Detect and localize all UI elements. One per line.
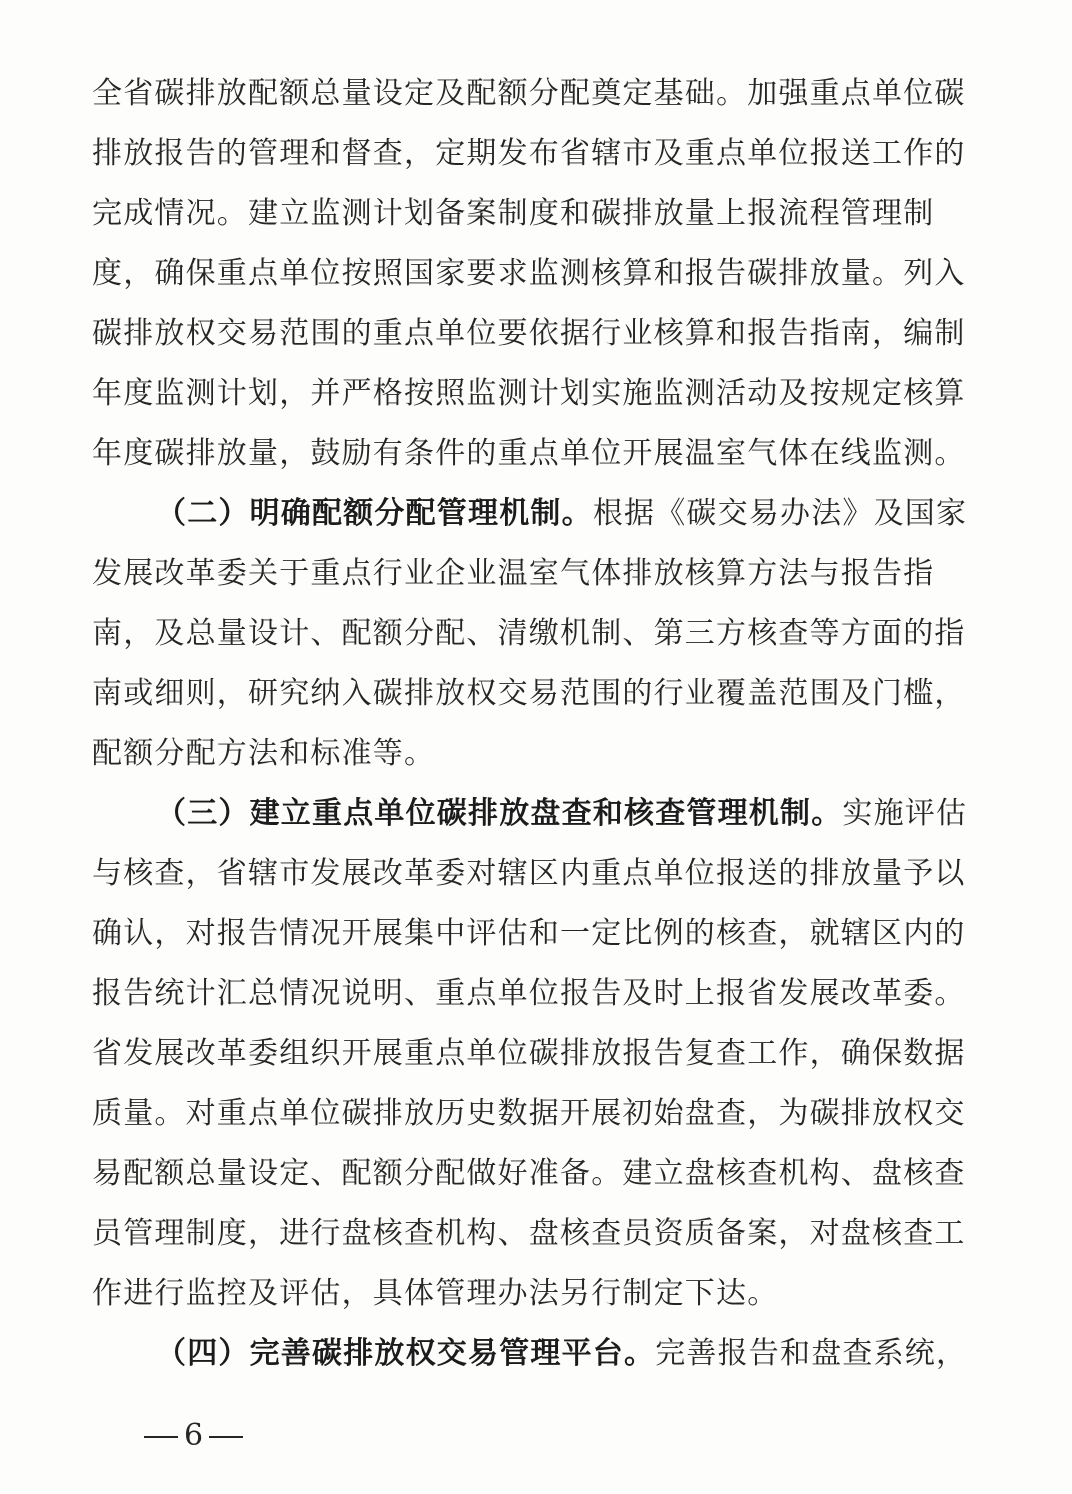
body-line: 员管理制度，进行盘核查机构、盘核查员资质备案，对盘核查工: [92, 1216, 966, 1251]
section-2-first-line: [92, 484, 1012, 544]
body-line: 作进行监控及评估，具体管理办法另行制定下达。: [92, 1276, 779, 1311]
body-line: 年度监测计划，并严格按照监测计划实施监测活动及按规定核算: [92, 376, 966, 411]
body-line: 完成情况。建立监测计划备案制度和碳排放量上报流程管理制: [92, 196, 935, 231]
section-3-text: 实施评估: [842, 796, 968, 831]
body-line: 南，及总量设计、配额分配、清缴机制、第三方核查等方面的指: [92, 616, 966, 651]
section-2-text: 根据《碳交易办法》及国家: [592, 496, 968, 531]
body-line: 省发展改革委组织开展重点单位碳排放报告复查工作，确保数据: [92, 1036, 966, 1071]
document-body: [92, 64, 1012, 1384]
body-line: 碳排放权交易范围的重点单位要依据行业核算和报告指南，编制: [92, 316, 966, 351]
section-4-first-line: [92, 1324, 1012, 1384]
body-line: 质量。对重点单位碳排放历史数据开展初始盘查，为碳排放权交: [92, 1096, 966, 1131]
body-line: 南或细则，研究纳入碳排放权交易范围的行业覆盖范围及门槛，: [92, 676, 966, 711]
page-number: 6: [184, 1418, 204, 1453]
body-line: 确认，对报告情况开展集中评估和一定比例的核查，就辖区内的: [92, 916, 966, 951]
body-line: 排放报告的管理和督查，定期发布省辖市及重点单位报送工作的: [92, 136, 966, 171]
body-line: 配额分配方法和标准等。: [92, 736, 436, 771]
body-line: 与核查，省辖市发展改革委对辖区内重点单位报送的排放量予以: [92, 856, 966, 891]
body-line: 年度碳排放量，鼓励有条件的重点单位开展温室气体在线监测。: [92, 436, 966, 471]
body-line: 报告统计汇总情况说明、重点单位报告及时上报省发展改革委。: [92, 976, 966, 1011]
body-line: 度，确保重点单位按照国家要求监测核算和报告碳排放量。列入: [92, 256, 966, 291]
section-3-heading: （三）建立重点单位碳排放盘查和核查管理机制。: [156, 796, 843, 831]
body-line: 全省碳排放配额总量设定及配额分配奠定基础。加强重点单位碳: [92, 76, 966, 111]
body-line: 发展改革委关于重点行业企业温室气体排放核算方法与报告指: [92, 556, 935, 591]
section-3-first-line: [92, 784, 1012, 844]
section-4-heading: （四）完善碳排放权交易管理平台。: [156, 1336, 656, 1371]
body-line: 易配额总量设定、配额分配做好准备。建立盘核查机构、盘核查: [92, 1156, 966, 1191]
section-4-text: 完善报告和盘查系统，: [655, 1336, 968, 1371]
section-2-heading: （二）明确配额分配管理机制。: [156, 496, 593, 531]
page-footer: [138, 1418, 249, 1453]
right-dash: [209, 1436, 243, 1438]
left-dash: [144, 1436, 178, 1438]
